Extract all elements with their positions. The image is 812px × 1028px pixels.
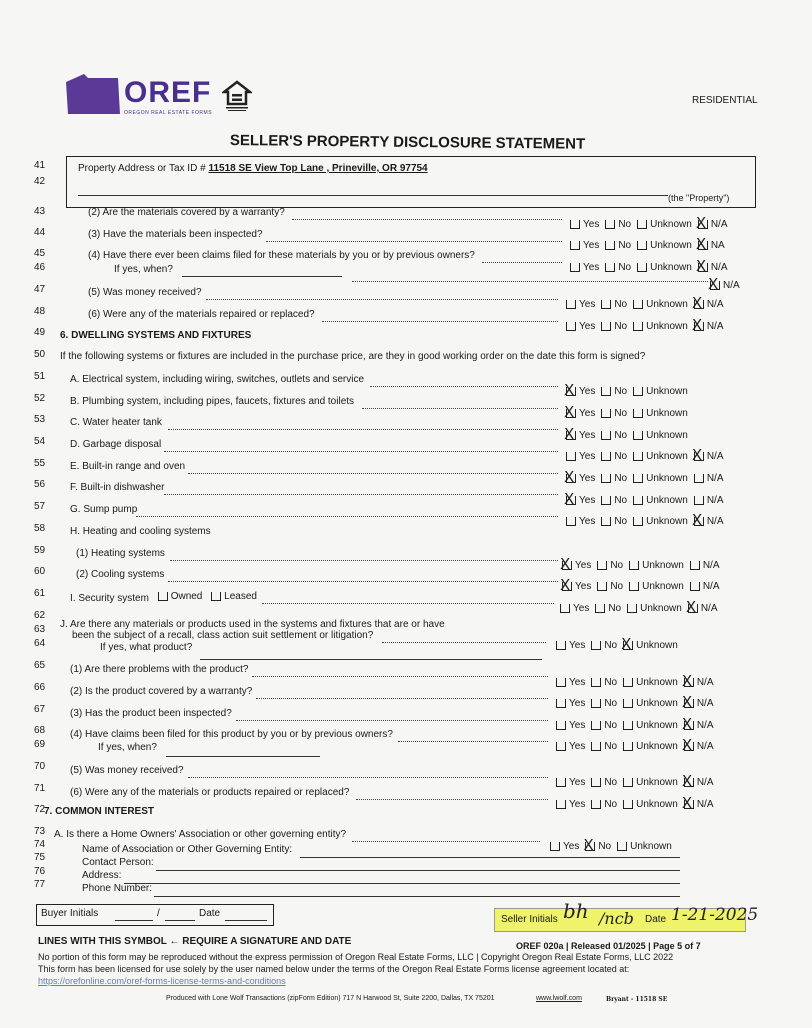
options-63 bbox=[556, 635, 684, 653]
na-option[interactable]: X N/A bbox=[685, 598, 718, 616]
seller-date-label: Date bbox=[645, 914, 667, 925]
no-option[interactable]: No bbox=[595, 603, 621, 614]
line-number: 72 bbox=[34, 804, 46, 815]
line-number: 77 bbox=[34, 879, 46, 890]
when-line-46[interactable] bbox=[182, 275, 342, 277]
leader-60 bbox=[168, 580, 558, 582]
yes-option[interactable]: Yes bbox=[566, 321, 595, 332]
seller-initial-signature-2: /ncb bbox=[599, 909, 634, 928]
options-71 bbox=[556, 794, 720, 812]
leader-73 bbox=[352, 840, 540, 842]
unknown-option[interactable]: Unknown bbox=[623, 677, 678, 688]
no-option[interactable]: No bbox=[591, 720, 617, 731]
options-56 bbox=[564, 490, 730, 508]
no-option[interactable]: No bbox=[601, 386, 627, 397]
leader-44 bbox=[266, 240, 562, 242]
unknown-option[interactable]: Unknown bbox=[627, 603, 682, 614]
leader-43 bbox=[292, 218, 562, 220]
line-number: 66 bbox=[34, 682, 46, 693]
line-number: 45 bbox=[34, 248, 46, 259]
line-number: 69 bbox=[34, 739, 46, 750]
line-number: 62 bbox=[34, 610, 46, 621]
seller-initials-box[interactable] bbox=[494, 899, 759, 932]
question-63: been the subject of a recall, class action suit settlement or litigation? bbox=[72, 630, 374, 641]
options-43 bbox=[570, 214, 734, 232]
seller-date-handwritten: 1-21-2025 bbox=[671, 905, 759, 925]
checkmark-icon: X bbox=[695, 214, 707, 232]
unknown-option[interactable]: Unknown bbox=[629, 560, 684, 571]
options-51 bbox=[564, 381, 694, 399]
lwolf-link[interactable]: www.lwolf.com bbox=[536, 995, 582, 1002]
checkmark-icon: X bbox=[681, 693, 693, 711]
na-option[interactable]: X N/A bbox=[691, 446, 724, 464]
line-number: 48 bbox=[34, 306, 46, 317]
yes-option[interactable]: Yes bbox=[566, 451, 595, 462]
security-label: I. Security system bbox=[70, 593, 149, 604]
unknown-option[interactable]: Unknown bbox=[623, 698, 678, 709]
na-option[interactable]: X N/A bbox=[708, 275, 740, 293]
line-number: 51 bbox=[34, 371, 46, 382]
no-option[interactable]: No bbox=[591, 741, 617, 752]
leader-54 bbox=[164, 450, 558, 452]
na-option[interactable]: X N/A bbox=[691, 294, 724, 312]
yes-option[interactable]: Yes bbox=[570, 240, 599, 251]
na-option[interactable]: N/A bbox=[694, 473, 724, 484]
yes-option[interactable]: X Yes bbox=[564, 381, 596, 399]
line-number: 76 bbox=[34, 866, 46, 877]
line-number: 67 bbox=[34, 704, 46, 715]
unknown-option[interactable]: Unknown bbox=[633, 430, 688, 441]
options-53 bbox=[564, 425, 694, 443]
options-44 bbox=[570, 235, 731, 253]
question-44: (3) Have the materials been inspected? bbox=[88, 229, 263, 240]
checkmark-icon: X bbox=[560, 576, 571, 594]
question-47: (5) Was money received? bbox=[88, 287, 202, 298]
property-suffix: (the "Property") bbox=[668, 193, 730, 203]
question-60: (2) Cooling systems bbox=[76, 569, 165, 580]
options-57 bbox=[566, 511, 730, 529]
question-55: E. Built-in range and oven bbox=[70, 461, 186, 472]
leased-checkbox[interactable] bbox=[211, 592, 221, 601]
question-67: (3) Has the product been inspected? bbox=[70, 708, 232, 719]
question-75: Contact Person: bbox=[82, 857, 154, 868]
no-option[interactable]: No bbox=[605, 262, 631, 273]
yes-option[interactable]: X Yes bbox=[564, 468, 596, 486]
na-option[interactable]: X N/A bbox=[695, 257, 728, 275]
unknown-option[interactable]: Unknown bbox=[633, 408, 688, 419]
leader-65 bbox=[252, 675, 548, 677]
options-60 bbox=[560, 576, 726, 594]
leader-63 bbox=[382, 641, 546, 643]
signature-symbol-note: LINES WITH THIS SYMBOL ← REQUIRE A SIGNATURE AND DATE bbox=[38, 936, 352, 947]
line-number: 68 bbox=[34, 725, 46, 736]
na-option[interactable]: N/A bbox=[694, 495, 724, 506]
question-48: (6) Were any of the materials repaired or replaced? bbox=[88, 309, 315, 320]
property-line bbox=[78, 195, 668, 196]
line-number: 58 bbox=[34, 523, 46, 534]
yes-option[interactable]: Yes bbox=[566, 516, 595, 527]
line-number: 70 bbox=[34, 761, 46, 772]
unknown-option[interactable]: Unknown bbox=[629, 581, 684, 592]
na-option[interactable]: X N/A bbox=[691, 316, 724, 334]
owned-checkbox[interactable] bbox=[158, 592, 168, 601]
line-number: 52 bbox=[34, 393, 46, 404]
yes-option[interactable]: Yes bbox=[560, 603, 589, 614]
line-number: 74 bbox=[34, 839, 46, 850]
na-option[interactable]: X NA bbox=[695, 235, 725, 253]
seller-initials-label: Seller Initials bbox=[501, 914, 558, 925]
line-number: 60 bbox=[34, 566, 46, 577]
copyright-line-1: No portion of this form may be reproduced without the express permission of Oregon Real Estate Forms, LLC | Copyright Oregon Real Estate Forms, LLC 2022 bbox=[38, 952, 674, 962]
question-70: (5) Was money received? bbox=[70, 765, 184, 776]
yes-option[interactable]: X Yes bbox=[564, 490, 596, 508]
line-number: 49 bbox=[34, 327, 46, 338]
yes-option[interactable]: Yes bbox=[556, 777, 585, 788]
checkmark-icon: X bbox=[691, 294, 703, 312]
leased-option[interactable]: Leased bbox=[211, 591, 257, 602]
leader-66 bbox=[256, 697, 548, 699]
question-71: (6) Were any of the materials or products repaired or replaced? bbox=[70, 787, 350, 798]
no-option[interactable]: No bbox=[601, 430, 627, 441]
product-line[interactable] bbox=[200, 658, 542, 660]
buyer-initials-box[interactable] bbox=[36, 904, 274, 926]
section-7-heading: 7. COMMON INTEREST bbox=[44, 806, 155, 817]
unknown-option[interactable]: X Unknown bbox=[621, 635, 678, 653]
property-address[interactable]: 11518 SE View Top Lane , Prineville, OR 97754 bbox=[208, 163, 428, 174]
question-64: If yes, what product? bbox=[100, 642, 193, 653]
line-number: 53 bbox=[34, 414, 46, 425]
na-option[interactable]: X N/A bbox=[681, 794, 714, 812]
checkmark-icon: X bbox=[681, 772, 693, 790]
na-option[interactable]: X N/A bbox=[681, 693, 714, 711]
unknown-option[interactable]: Unknown bbox=[633, 299, 688, 310]
address-line[interactable] bbox=[124, 882, 680, 884]
unknown-option[interactable]: Unknown bbox=[633, 516, 688, 527]
na-option[interactable]: X N/A bbox=[681, 772, 714, 790]
unknown-option[interactable]: Unknown bbox=[637, 240, 692, 251]
logo-word: OREF bbox=[124, 76, 212, 109]
question-58: H. Heating and cooling systems bbox=[70, 526, 211, 537]
line-number: 55 bbox=[34, 458, 46, 469]
options-65 bbox=[556, 672, 720, 690]
question-51: A. Electrical system, including wiring, switches, outlets and service bbox=[70, 374, 365, 385]
na-option[interactable]: X N/A bbox=[681, 672, 714, 690]
leader-53 bbox=[168, 428, 558, 430]
no-option[interactable]: No bbox=[591, 799, 617, 810]
question-52: B. Plumbing system, including pipes, faucets, fixtures and toilets bbox=[70, 396, 355, 407]
checkmark-icon: X bbox=[695, 257, 707, 275]
leader-55 bbox=[188, 472, 558, 474]
yes-option[interactable]: Yes bbox=[556, 640, 585, 651]
options-55 bbox=[564, 468, 730, 486]
na-option[interactable]: X N/A bbox=[681, 736, 714, 754]
checkmark-icon: X bbox=[681, 736, 693, 754]
leader-67 bbox=[236, 719, 548, 721]
question-54: D. Garbage disposal bbox=[70, 439, 162, 450]
checkmark-icon: X bbox=[560, 555, 571, 573]
options-73 bbox=[550, 836, 678, 854]
form-identifier: OREF 020a | Released 01/2025 | Page 5 of 7 bbox=[516, 941, 701, 951]
checkmark-icon: X bbox=[691, 316, 703, 334]
unknown-option[interactable]: Unknown bbox=[633, 473, 688, 484]
options-66 bbox=[556, 693, 720, 711]
unknown-option[interactable]: Unknown bbox=[637, 219, 692, 230]
yes-option[interactable]: X Yes bbox=[564, 425, 596, 443]
no-option[interactable]: No bbox=[601, 451, 627, 462]
unknown-option[interactable]: Unknown bbox=[637, 262, 692, 273]
options-45 bbox=[570, 257, 734, 275]
equal-housing-icon bbox=[222, 80, 252, 112]
options-54 bbox=[566, 446, 730, 464]
yes-option[interactable]: Yes bbox=[570, 262, 599, 273]
buyer-date-line[interactable] bbox=[225, 919, 267, 921]
options-61 bbox=[560, 598, 724, 616]
buyer-initial-1-line[interactable] bbox=[115, 919, 153, 921]
question-74: Name of Association or Other Governing Entity: bbox=[82, 844, 293, 855]
no-option[interactable]: X No bbox=[583, 836, 612, 854]
buyer-date-label: Date bbox=[199, 908, 221, 919]
line-number: 54 bbox=[34, 436, 46, 447]
options-47 bbox=[566, 294, 730, 312]
no-option[interactable]: No bbox=[605, 240, 631, 251]
question-61 bbox=[70, 591, 263, 604]
unknown-option[interactable]: Unknown bbox=[623, 720, 678, 731]
question-57: G. Sump pump bbox=[70, 504, 138, 515]
leader-48 bbox=[322, 320, 558, 322]
unknown-option[interactable]: Unknown bbox=[633, 386, 688, 397]
question-62: J. Are there any materials or products used in the systems and fixtures that are or have bbox=[60, 619, 445, 630]
line-number: 57 bbox=[34, 501, 46, 512]
leader-71 bbox=[356, 798, 548, 800]
copyright-line-2: This form has been licensed for use solely by the user named below under the terms of the Oregon Real Estate Forms license agreement located at: bbox=[38, 964, 630, 974]
unknown-option[interactable]: Unknown bbox=[623, 777, 678, 788]
leader-59 bbox=[170, 559, 558, 561]
no-option[interactable]: No bbox=[601, 516, 627, 527]
line-number: 42 bbox=[34, 176, 46, 187]
line-number: 65 bbox=[34, 660, 46, 671]
license-link[interactable]: https://orefonline.com/oref-forms-license-terms-and-conditions bbox=[38, 976, 286, 986]
property-label: Property Address or Tax ID # bbox=[78, 163, 206, 174]
line-number: 59 bbox=[34, 545, 46, 556]
no-option[interactable]: No bbox=[605, 219, 631, 230]
question-53: C. Water heater tank bbox=[70, 417, 162, 428]
yes-option[interactable]: Yes bbox=[556, 799, 585, 810]
no-option[interactable]: No bbox=[597, 560, 623, 571]
when-line-69[interactable] bbox=[166, 755, 320, 757]
leader-56 bbox=[164, 493, 558, 495]
yes-option[interactable]: Yes bbox=[556, 677, 585, 688]
yes-option[interactable]: Yes bbox=[566, 299, 595, 310]
checkmark-icon: X bbox=[685, 598, 697, 616]
yes-option[interactable]: X Yes bbox=[564, 403, 596, 421]
line-number: 41 bbox=[34, 160, 46, 171]
checkmark-icon: X bbox=[681, 715, 693, 733]
buyer-initials-label: Buyer Initials bbox=[41, 908, 99, 919]
line-number: 73 bbox=[34, 826, 46, 837]
leader-52 bbox=[362, 407, 558, 409]
question-68: (4) Have claims been filed for this product by you or by previous owners? bbox=[70, 729, 393, 740]
initials-slash: / bbox=[157, 908, 160, 919]
page-title: SELLER'S PROPERTY DISCLOSURE STATEMENT bbox=[229, 132, 586, 153]
no-option[interactable]: No bbox=[591, 677, 617, 688]
options-70 bbox=[556, 772, 720, 790]
no-option[interactable]: No bbox=[591, 640, 617, 651]
options-67 bbox=[556, 715, 720, 733]
yes-option[interactable]: Yes bbox=[556, 720, 585, 731]
line-number: 50 bbox=[34, 349, 46, 360]
yes-option[interactable]: Yes bbox=[570, 219, 599, 230]
unknown-option[interactable]: Unknown bbox=[633, 451, 688, 462]
checkmark-icon: X bbox=[691, 446, 703, 464]
checkmark-icon: X bbox=[564, 468, 575, 486]
line-number: 43 bbox=[34, 206, 46, 217]
checkmark-icon: X bbox=[695, 235, 707, 253]
line-number: 75 bbox=[34, 852, 46, 863]
leader-70 bbox=[188, 776, 548, 778]
association-name-line[interactable] bbox=[300, 856, 680, 858]
line-number: 47 bbox=[34, 284, 46, 295]
checkmark-icon: X bbox=[621, 635, 632, 653]
buyer-initial-2-line[interactable] bbox=[165, 919, 195, 921]
user-identifier: Bryant - 11518 SE bbox=[606, 996, 668, 1003]
leader-46 bbox=[352, 280, 708, 282]
no-option[interactable]: No bbox=[601, 473, 627, 484]
logo-subtitle: OREGON REAL ESTATE FORMS bbox=[124, 110, 213, 116]
checkmark-icon: X bbox=[564, 381, 575, 399]
seller-initial-signature-1: bh bbox=[563, 899, 589, 923]
produced-with: Produced with Lone Wolf Transactions (zipForm Edition) 717 N Harwood St, Suite 2200, Dallas, TX 75201 bbox=[166, 995, 495, 1002]
property-label-row bbox=[78, 163, 428, 174]
na-option[interactable]: X N/A bbox=[695, 214, 728, 232]
question-56: F. Built-in dishwasher bbox=[70, 482, 165, 493]
na-option[interactable]: N/A bbox=[690, 581, 720, 592]
unknown-option[interactable]: Unknown bbox=[617, 841, 672, 852]
no-option[interactable]: No bbox=[601, 495, 627, 506]
unknown-option[interactable]: Unknown bbox=[623, 799, 678, 810]
owned-option[interactable]: Owned bbox=[158, 591, 203, 602]
checkmark-icon: X bbox=[583, 836, 594, 854]
yes-option[interactable]: X Yes bbox=[560, 576, 592, 594]
no-option[interactable]: No bbox=[601, 299, 627, 310]
line-number: 46 bbox=[34, 262, 46, 273]
yes-option[interactable]: Yes bbox=[556, 698, 585, 709]
question-43: (2) Are the materials covered by a warranty? bbox=[88, 207, 285, 218]
options-48 bbox=[566, 316, 730, 334]
question-69: If yes, when? bbox=[98, 742, 157, 753]
checkmark-icon: X bbox=[564, 490, 575, 508]
question-50: If the following systems or fixtures are included in the purchase price, are they in good working order on the date this form is signed? bbox=[60, 351, 646, 362]
line-number: 63 bbox=[34, 624, 46, 635]
line-number: 71 bbox=[34, 783, 46, 794]
options-59 bbox=[560, 555, 726, 573]
no-option[interactable]: No bbox=[601, 321, 627, 332]
question-65: (1) Are there problems with the product? bbox=[70, 664, 249, 675]
question-59: (1) Heating systems bbox=[76, 548, 165, 559]
unknown-option[interactable]: Unknown bbox=[623, 741, 678, 752]
unknown-option[interactable]: Unknown bbox=[633, 495, 688, 506]
leader-68 bbox=[398, 740, 548, 742]
na-option[interactable]: X N/A bbox=[681, 715, 714, 733]
options-52 bbox=[564, 403, 694, 421]
leader-47 bbox=[206, 298, 558, 300]
checkmark-icon: X bbox=[681, 672, 693, 690]
no-option[interactable]: No bbox=[601, 408, 627, 419]
checkmark-icon: X bbox=[564, 425, 575, 443]
yes-option[interactable]: Yes bbox=[550, 841, 579, 852]
no-option[interactable]: No bbox=[591, 698, 617, 709]
yes-option[interactable]: X Yes bbox=[560, 555, 592, 573]
checkmark-icon: X bbox=[691, 511, 703, 529]
leader-51 bbox=[370, 385, 558, 387]
yes-option[interactable]: Yes bbox=[556, 741, 585, 752]
line-number: 44 bbox=[34, 227, 46, 238]
question-73: A. Is there a Home Owners' Association or other governing entity? bbox=[54, 829, 347, 840]
line-number: 61 bbox=[34, 588, 46, 599]
question-76: Address: bbox=[82, 870, 122, 881]
options-68 bbox=[556, 736, 720, 754]
no-option[interactable]: No bbox=[597, 581, 623, 592]
section-6-heading: 6. DWELLING SYSTEMS AND FIXTURES bbox=[60, 330, 252, 341]
checkmark-icon: X bbox=[564, 403, 575, 421]
question-45: (4) Have there ever been claims filed for these materials by you or by previous owners? bbox=[88, 250, 475, 261]
contact-person-line[interactable] bbox=[156, 869, 680, 871]
no-option[interactable]: No bbox=[591, 777, 617, 788]
question-46: If yes, when? bbox=[114, 264, 173, 275]
question-66: (2) Is the product covered by a warranty? bbox=[70, 686, 253, 697]
na-option[interactable]: N/A bbox=[690, 560, 720, 571]
line-number: 56 bbox=[34, 479, 46, 490]
phone-line[interactable] bbox=[154, 895, 680, 897]
options-46 bbox=[708, 275, 746, 293]
form-category: RESIDENTIAL bbox=[692, 95, 758, 106]
checkmark-icon: X bbox=[708, 275, 719, 293]
unknown-option[interactable]: Unknown bbox=[633, 321, 688, 332]
line-number: 64 bbox=[34, 638, 46, 649]
checkmark-icon: X bbox=[681, 794, 693, 812]
na-option[interactable]: X N/A bbox=[691, 511, 724, 529]
leader-45 bbox=[482, 261, 562, 263]
leader-57 bbox=[136, 515, 558, 517]
question-77: Phone Number: bbox=[82, 883, 153, 894]
leader-61 bbox=[262, 602, 554, 604]
